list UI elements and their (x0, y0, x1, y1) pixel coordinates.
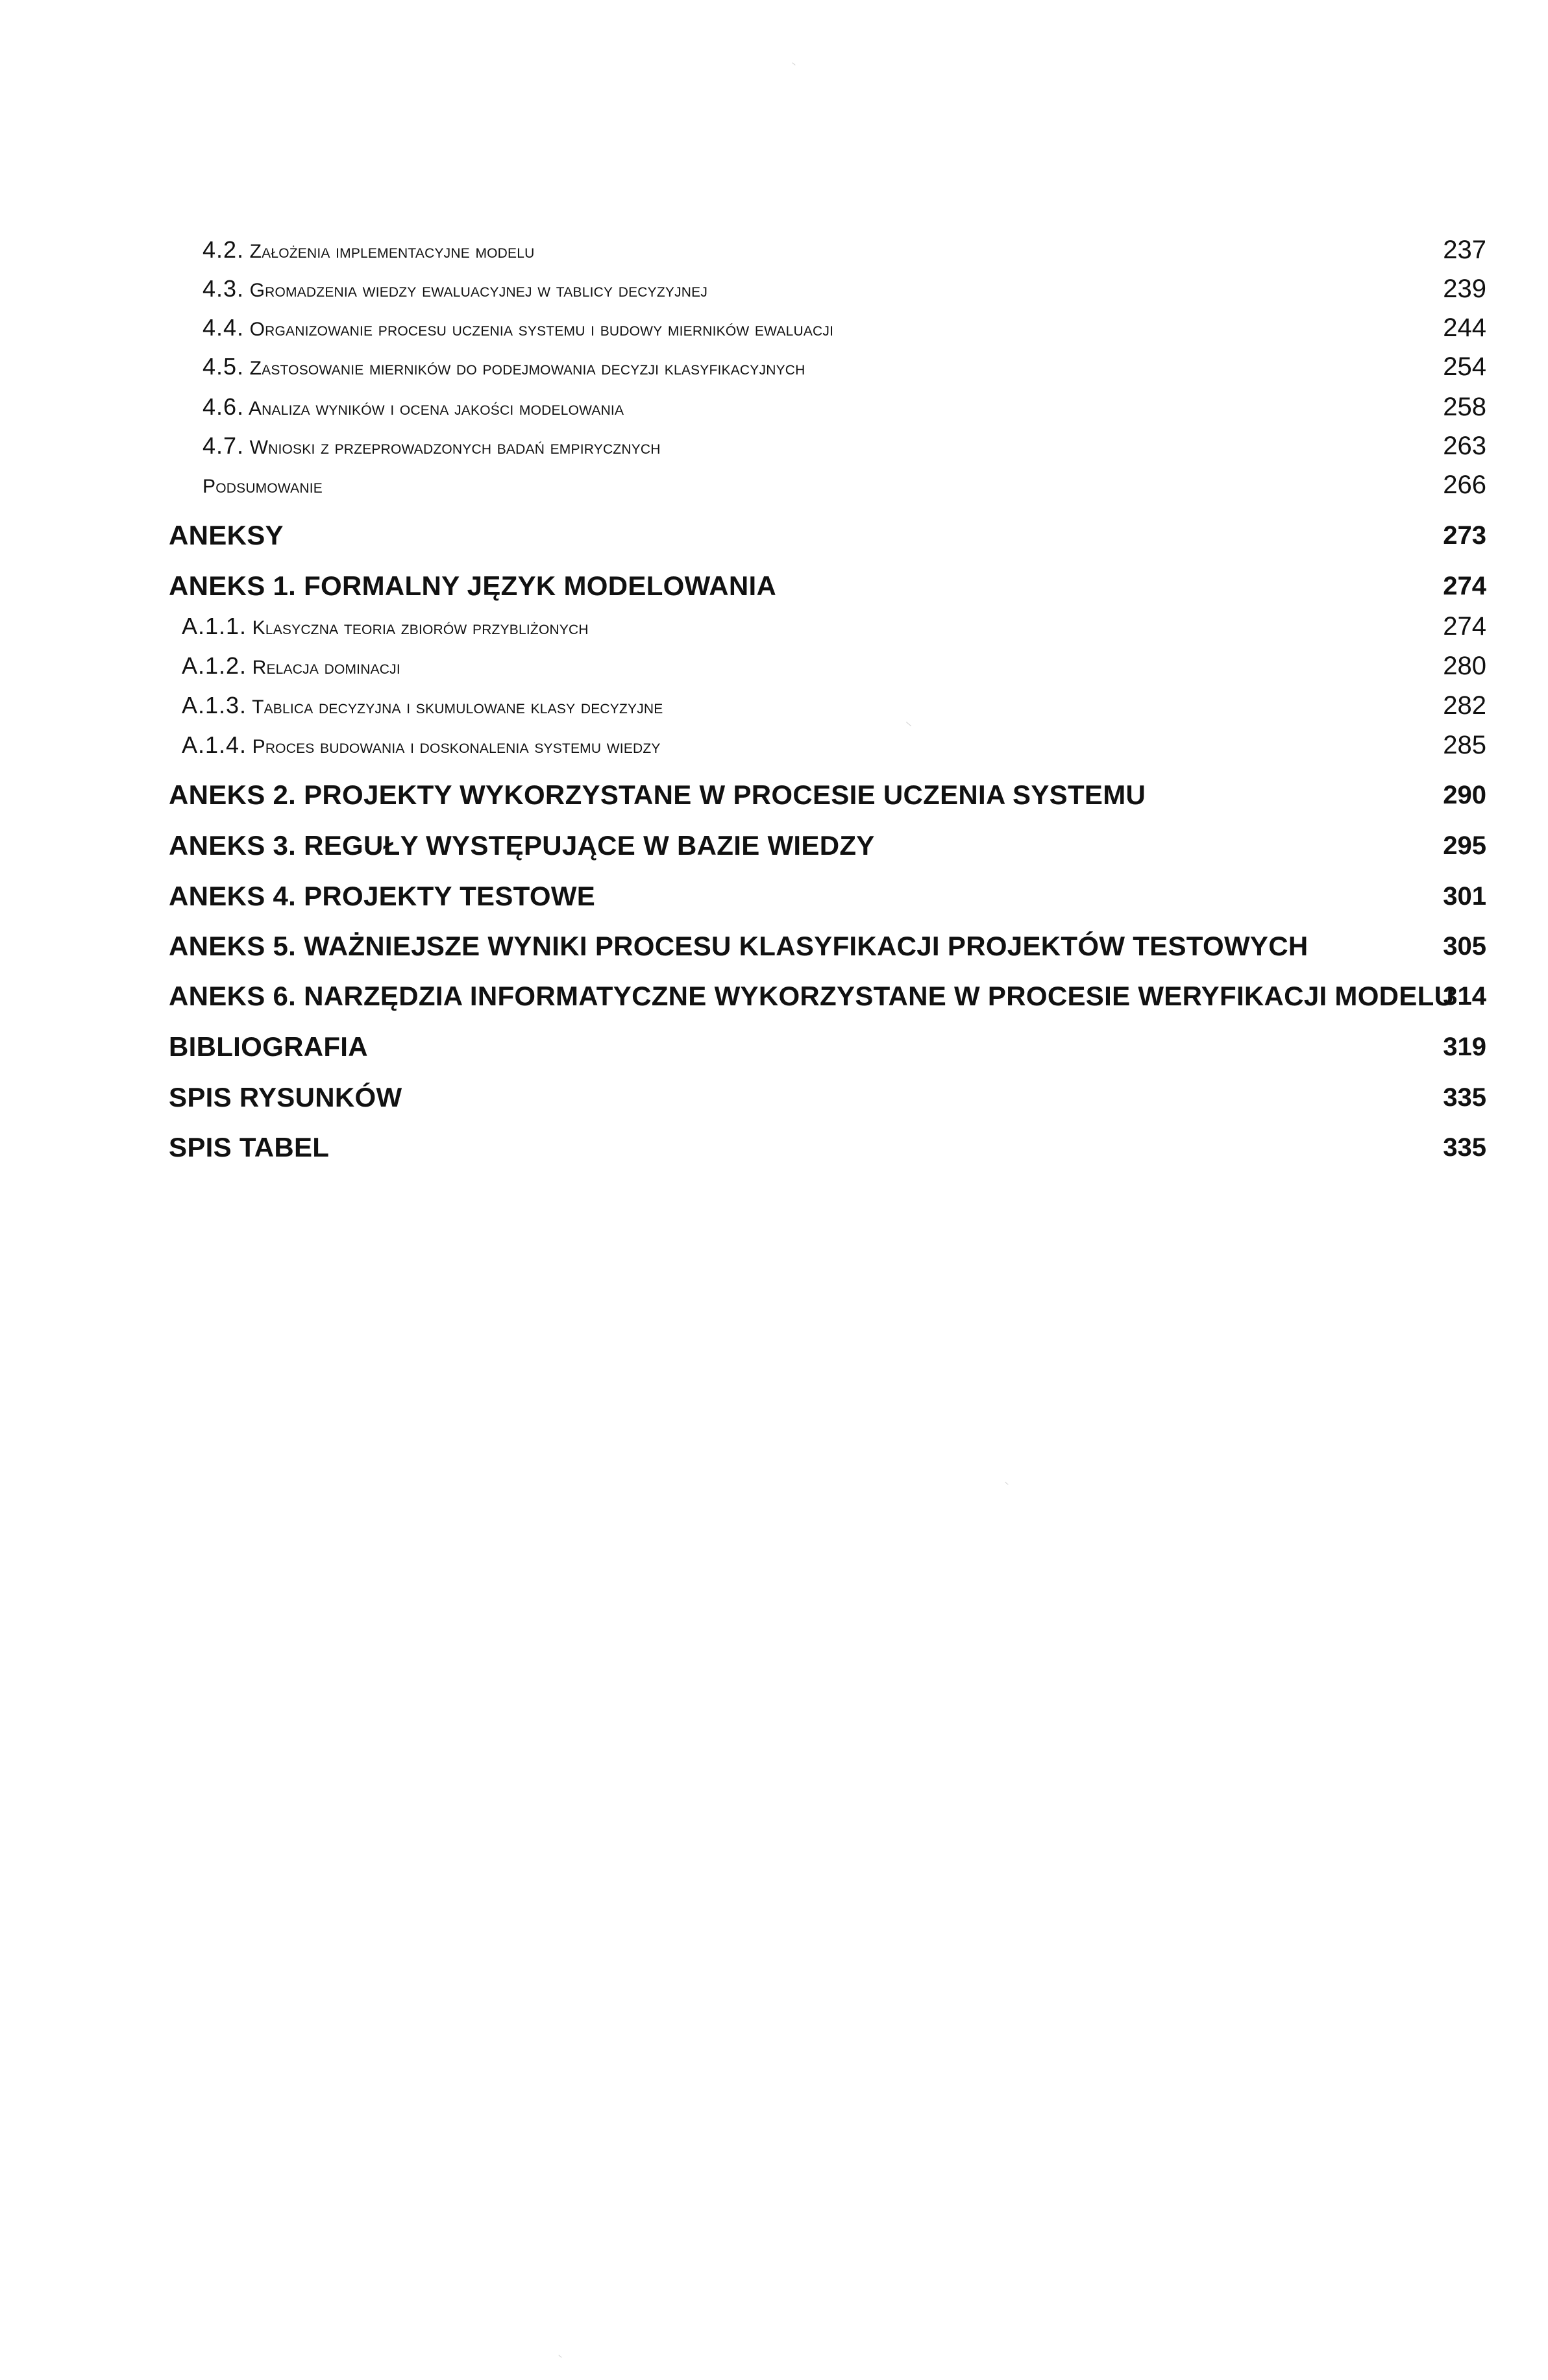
toc-entry-text: Organizowanie procesu uczenia systemu i budowy mierników ewaluacji (249, 319, 834, 340)
toc-entry-text: Wnioski z przeprowadzonych badań empirycznych (249, 437, 661, 458)
toc-entry-text: Tablica decyzyjna i skumulowane klasy decyzyjne (252, 696, 663, 718)
toc-entry-title: ANEKS 4. PROJEKTY TESTOWE (169, 881, 596, 911)
toc-entry-text: Proces budowania i doskonalenia systemu wiedzy (252, 736, 661, 757)
toc-entry-page: 314 (1443, 982, 1486, 1011)
toc-entry-page: 305 (1443, 932, 1486, 961)
toc-entry-page: 282 (1443, 691, 1486, 720)
toc-entry-number: 4.2. (203, 236, 245, 263)
toc-entry-text: Analiza wyników i ocena jakości modelowania (248, 398, 624, 419)
toc-entry (0, 1075, 1548, 1120)
toc-entry-page: 266 (1443, 471, 1486, 499)
toc-entry-page: 335 (1443, 1083, 1486, 1112)
toc-entry-number: 4.6. (203, 393, 245, 420)
toc-entry (0, 772, 1548, 818)
toc-entry-number: 4.7. (203, 432, 245, 459)
scan-mark (558, 2355, 561, 2358)
toc-entry-text: Gromadzenia wiedzy ewaluacyjnej w tablicy decyzyjnej (249, 280, 708, 301)
toc-entry (0, 823, 1548, 868)
toc-entry-title: ANEKSY (169, 520, 284, 550)
toc-entry-title: ANEKS 2. PROJEKTY WYKORZYSTANE W PROCESIE UCZENIA SYSTEMU (169, 779, 1146, 810)
toc-entry (0, 874, 1548, 919)
scan-mark (1005, 1482, 1008, 1485)
toc-entry-title: SPIS TABEL (169, 1132, 330, 1162)
toc-entry-page: 263 (1443, 432, 1486, 460)
toc-entry-page: 295 (1443, 831, 1486, 860)
toc-entry-page: 301 (1443, 882, 1486, 911)
toc-entry-page: 274 (1443, 612, 1486, 641)
toc-entry-page: 274 (1443, 572, 1486, 600)
toc-entry-page: 335 (1443, 1133, 1486, 1162)
toc-entry (0, 1125, 1548, 1170)
toc-entry-title: BIBLIOGRAFIA (169, 1031, 368, 1062)
toc-entry-text: Relacja dominacji (252, 657, 400, 678)
toc-entry (0, 924, 1548, 969)
toc-entry-text: Zastosowanie mierników do podejmowania decyzji klasyfikacyjnych (249, 358, 805, 379)
toc-entry (0, 683, 1548, 728)
toc-entry (0, 563, 1548, 609)
toc-entry (0, 974, 1548, 1019)
toc-entry-page: 239 (1443, 275, 1486, 303)
toc-entry-title: SPIS RYSUNKÓW (169, 1082, 402, 1112)
toc-entry-page: 290 (1443, 781, 1486, 809)
toc-entry-title (203, 462, 323, 509)
toc-entry-text: Klasyczna teoria zbiorów przybliżonych (252, 617, 589, 639)
toc-entry-number: 4.4. (203, 314, 245, 341)
toc-entry-title (182, 722, 661, 770)
toc-entry-number: 4.3. (203, 275, 245, 302)
toc-entry-number: A.1.3. (182, 692, 247, 718)
toc-entry-number: 4.5. (203, 353, 245, 380)
toc-entry-number: A.1.2. (182, 652, 247, 679)
toc-entry (0, 344, 1548, 389)
toc-entry-page: 319 (1443, 1033, 1486, 1061)
toc-entry-page: 237 (1443, 236, 1486, 264)
toc-entry-page: 254 (1443, 352, 1486, 381)
toc-entry-page: 273 (1443, 521, 1486, 550)
toc-entry (0, 1024, 1548, 1070)
toc-entry-page: 285 (1443, 731, 1486, 759)
toc-entry-page: 258 (1443, 393, 1486, 421)
toc-entry-page: 280 (1443, 652, 1486, 680)
toc-entry (0, 462, 1548, 508)
toc-entry (0, 722, 1548, 768)
scan-mark (792, 62, 795, 66)
toc-entry-number: A.1.4. (182, 731, 247, 758)
toc-entry-page: 244 (1443, 313, 1486, 342)
toc-entry-title: ANEKS 6. NARZĘDZIA INFORMATYCZNE WYKORZYSTANE W PROCESIE WERYFIKACJI MODELU (169, 981, 1455, 1011)
toc-entry-title: ANEKS 1. FORMALNY JĘZYK MODELOWANIA (169, 570, 777, 601)
toc-entry (0, 643, 1548, 689)
toc-entry (0, 604, 1548, 649)
toc-entry-text: Podsumowanie (203, 476, 323, 497)
toc-entry-title: ANEKS 5. WAŻNIEJSZE WYNIKI PROCESU KLASYFIKACJI PROJEKTÓW TESTOWYCH (169, 931, 1308, 961)
toc-entry-text: Założenia implementacyjne modelu (249, 241, 535, 262)
toc-entry-title: ANEKS 3. REGUŁY WYSTĘPUJĄCE W BAZIE WIEDZY (169, 830, 875, 861)
toc-entry (0, 513, 1548, 558)
toc-entry-number: A.1.1. (182, 613, 247, 639)
